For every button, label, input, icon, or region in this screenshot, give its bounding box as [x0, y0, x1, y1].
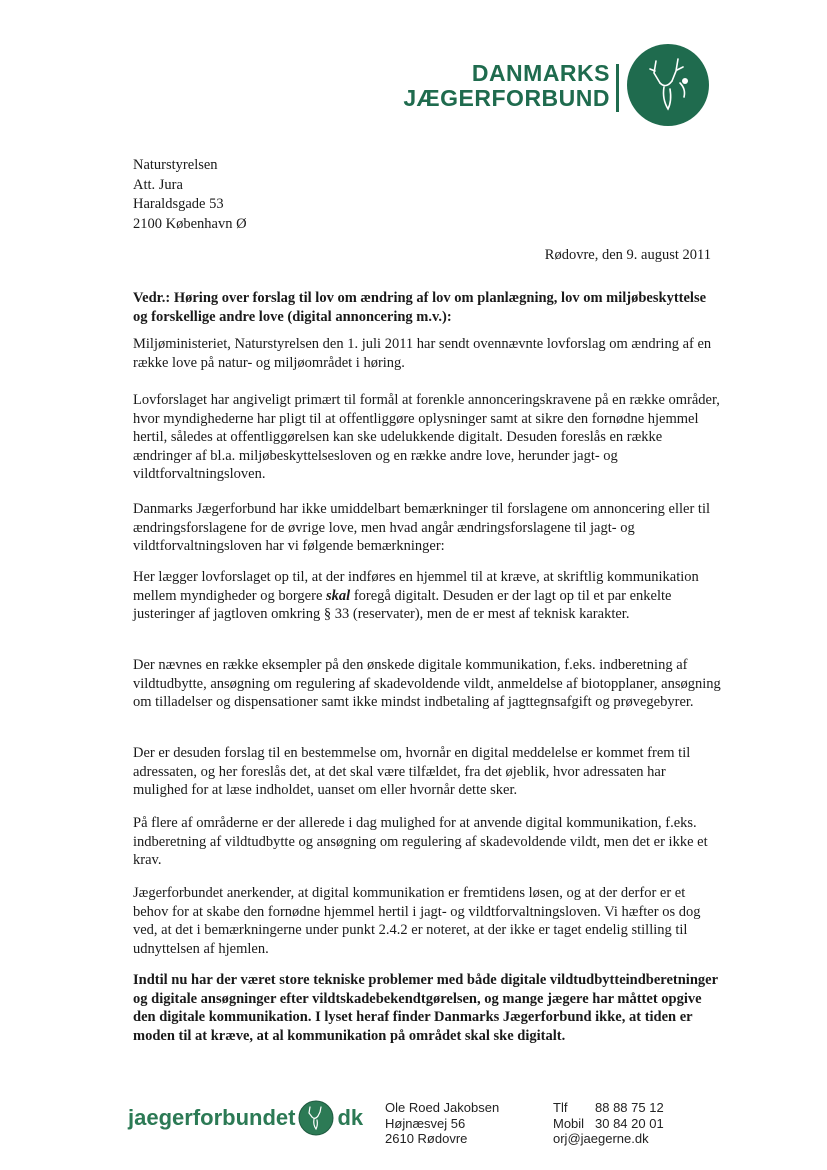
mobile-number[interactable]: 30 84 20 01 [595, 1115, 664, 1131]
recipient-address [133, 156, 247, 234]
footer-city: 2610 Rødovre [385, 1131, 468, 1146]
phone-number[interactable]: 88 88 75 12 [595, 1100, 664, 1115]
globe-stag-icon [298, 1100, 334, 1136]
paragraph-text: Miljøministeriet, Naturstyrelsen den 1. juli 2011 har sendt ovennævnte lovforslag om ændring af en række love på natur- og miljøområdet i høring. [133, 336, 712, 371]
footer-brand [128, 1100, 363, 1136]
logo-divider [616, 64, 619, 112]
footer-brand-tld: dk [337, 1105, 364, 1130]
logo-line-1: DANMARKS [471, 60, 610, 86]
paragraph [133, 814, 723, 870]
letter-footer [0, 1090, 827, 1150]
letter-date: Rødovre, den 9. august 2011 [544, 247, 711, 263]
address-line: 2100 København Ø [133, 215, 247, 232]
paragraph-text-part: foregå digitalt. Desuden er der lagt op til et par enkelte justeringer af jagtloven omkring § 33 (reservater), men de er mest af teknisk karakter. [133, 587, 672, 622]
paragraph [133, 656, 723, 712]
logo-wordmark [403, 62, 610, 110]
paragraph-text-part: Her lægger lovforslaget op til, at der indføres en hjemmel til at kræve, at skriftlig kommunikation mellem myndigheder og borgere [133, 569, 699, 604]
emphasis-text: skal [326, 587, 351, 604]
footer-contact-name: Ole Roed Jakobsen [385, 1100, 500, 1115]
address-line: Att. Jura [133, 176, 183, 193]
footer-contact-address [385, 1100, 499, 1147]
phone-label: Tlf [553, 1100, 568, 1115]
header-logo [403, 40, 710, 135]
footer-street: Højnæsvej 56 [385, 1115, 466, 1131]
paragraph-text: Indtil nu har der været store tekniske problemer med både digitale vildtudbytteindberetninger og digitale ansøgninger efter vildtskadebekendtgørelsen, og mange jægere har måttet opgive den digitale kommunikation. I lyset heraf finder Danmarks Jægerforbund ikke, at tiden er moden til at kræve, at al kommunikation på området skal ske digitalt. [133, 972, 718, 1044]
paragraph [133, 335, 723, 372]
paragraph [133, 568, 723, 624]
paragraph-text: Danmarks Jægerforbund har ikke umiddelbart bemærkninger til forslagene om annoncering eller til ændringsforslagene for de øvrige love, men hvad angår ændringsforslagene til jagt- og vildtforvaltningsloven har vi følgende bemærkninger: [133, 501, 711, 554]
paragraph [133, 884, 723, 958]
paragraph [133, 500, 723, 556]
letter-subject: Vedr.: Høring over forslag til lov om ændring af lov om planlægning, lov om miljøbeskyttelse og forskellige andre love (digital annoncering m.v.): [133, 290, 707, 325]
logo-line-2: JÆGERFORBUND [403, 85, 610, 111]
paragraph-conclusion [133, 971, 723, 1045]
paragraph-text: På flere af områderne er der allerede i dag mulighed for at anvende digital kommunikation, f.eks. indberetning af vildtudbytte og ansøgning om regulering af skadevoldende vildt, men det er ikke et krav. [133, 815, 708, 868]
paragraph [133, 391, 723, 484]
mobile-label: Mobil [553, 1115, 585, 1131]
paragraph-text: Lovforslaget har angiveligt primært til formål at forenkle annonceringskravene på en række områder, hvor myndighederne har pligt til at offentliggøre oplysninger samt at sikre den fornødne hjemmel hertil, således at offentliggørelsen kan ske udelukkende digitalt. Desuden foreslås en række ændringer af bl.a. miljøbeskyttelsesloven og en række andre love, herunder jagt- og vildtforvaltningsloven. [133, 392, 720, 482]
address-line: Haraldsgade 53 [133, 196, 224, 212]
footer-brand-name: jaegerforbundet [128, 1105, 296, 1130]
paragraph [133, 744, 723, 800]
stag-head-icon [626, 43, 710, 127]
footer-contact-details [553, 1100, 664, 1147]
address-line: Naturstyrelsen [133, 157, 218, 173]
paragraph-text: Der er desuden forslag til en bestemmelse om, hvornår en digital meddelelse er kommet frem til adressaten, og her foreslås det, at det skal være tilfældet, fra det øjeblik, hvor adressaten har mulighed for at læse indholdet, uanset om eller hvornår dette sker. [133, 745, 691, 798]
email-link[interactable]: orj@jaegerne.dk [553, 1131, 649, 1146]
paragraph-text: Der nævnes en række eksempler på den ønskede digitale kommunikation, f.eks. indberetning af vildtudbytte, ansøgning om regulering af skadevoldende vildt, anmeldelse af biotopplaner, ansøgning om tilladelser og dispensationer samt ikke mindst indbetaling af jagttegnsafgift og prøvegebyrer. [133, 657, 721, 710]
paragraph-text: Jægerforbundet anerkender, at digital kommunikation er fremtidens løsen, og at der derfor er et behov for at skabe den fornødne hjemmel hertil i jagt- og vildtforvaltningsloven. Vi hæfter os dog ved, at det i bemærkningerne under punkt 2.4.2 er noteret, at der ikke er taget endelig stilling til udnyttelsen af hjemlen. [133, 885, 701, 957]
paragraph-text [133, 568, 723, 624]
